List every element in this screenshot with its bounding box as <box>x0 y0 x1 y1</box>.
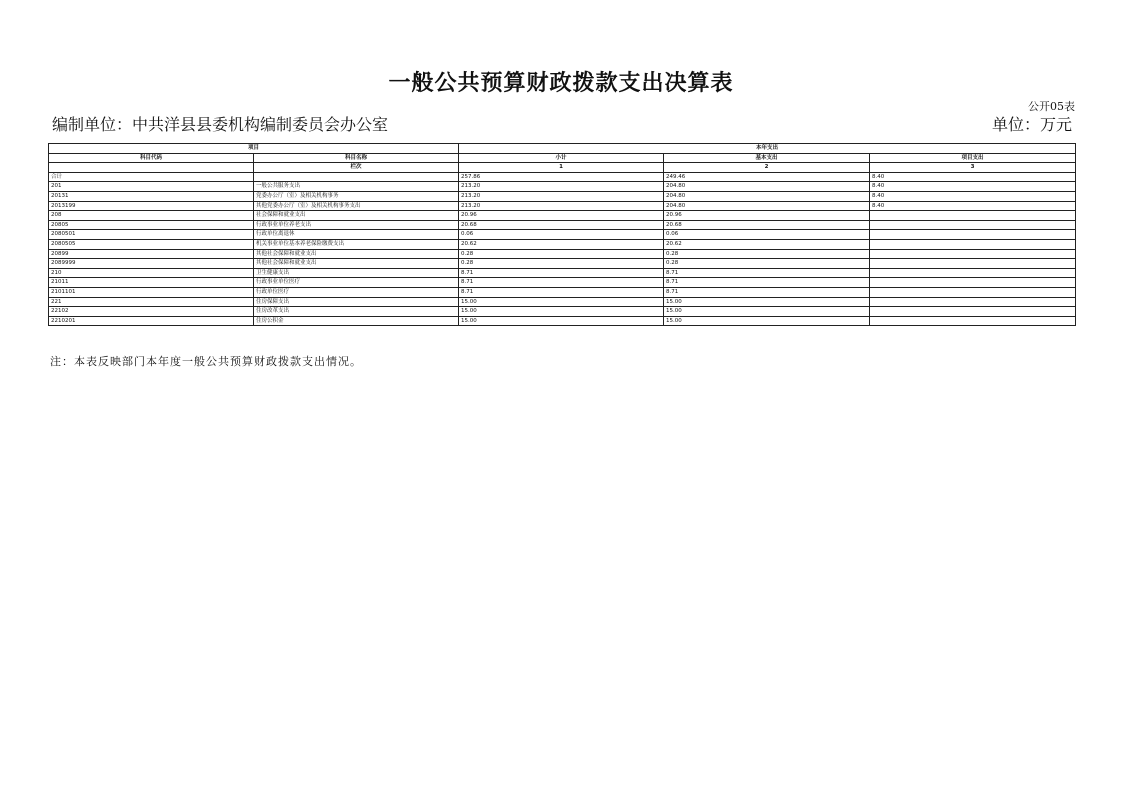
table-row <box>49 182 1076 192</box>
total-row <box>49 172 1076 182</box>
row-subject-name: 社会保障和就业支出 <box>254 211 459 221</box>
row-subject-code: 22102 <box>49 307 254 317</box>
row-project-expense <box>870 268 1076 278</box>
row-subtotal: 8.71 <box>459 287 664 297</box>
header-project-expense: 项目支出 <box>870 153 1076 163</box>
row-basic-expense: 0.28 <box>664 249 870 259</box>
table-row <box>49 316 1076 326</box>
header-subject-name: 科目名称 <box>254 153 459 163</box>
row-basic-expense: 20.96 <box>664 211 870 221</box>
currency-unit: 单位：万元 <box>991 115 1072 134</box>
header-column-1: 1 <box>459 163 664 173</box>
row-subject-code: 2101101 <box>49 287 254 297</box>
row-subtotal: 0.28 <box>459 249 664 259</box>
row-subject-code: 210 <box>49 268 254 278</box>
header-row-1 <box>49 144 1076 154</box>
row-subject-name: 其他党委办公厅（室）及相关机构事务支出 <box>254 201 459 211</box>
row-subject-code: 208 <box>49 211 254 221</box>
row-subject-code: 201 <box>49 182 254 192</box>
row-project-expense <box>870 211 1076 221</box>
row-basic-expense: 20.68 <box>664 220 870 230</box>
row-project-expense <box>870 230 1076 240</box>
expenditure-table <box>48 143 1076 326</box>
row-subject-name: 住房公积金 <box>254 316 459 326</box>
row-subtotal: 213.20 <box>459 191 664 201</box>
row-subject-name: 行政事业单位养老支出 <box>254 220 459 230</box>
table-row <box>49 287 1076 297</box>
header-basic-expense: 基本支出 <box>664 153 870 163</box>
row-basic-expense: 15.00 <box>664 307 870 317</box>
row-subject-name: 行政单位离退休 <box>254 230 459 240</box>
row-basic-expense: 204.80 <box>664 191 870 201</box>
header-current-year-expense: 本年支出 <box>459 144 1076 154</box>
row-subject-name: 住房保障支出 <box>254 297 459 307</box>
header-column-2: 2 <box>664 163 870 173</box>
row-subtotal: 213.20 <box>459 201 664 211</box>
header-row-3 <box>49 163 1076 173</box>
row-subject-name: 卫生健康支出 <box>254 268 459 278</box>
row-project-expense <box>870 220 1076 230</box>
header-column-label: 栏次 <box>254 163 459 173</box>
table-row <box>49 201 1076 211</box>
page-title: 一般公共预算财政拨款支出决算表 <box>388 70 734 96</box>
table-row <box>49 259 1076 269</box>
row-subtotal: 257.86 <box>459 172 664 182</box>
table-row <box>49 220 1076 230</box>
row-subject-name: 其他社会保障和就业支出 <box>254 249 459 259</box>
row-subject-name: 其他社会保障和就业支出 <box>254 259 459 269</box>
row-project-expense <box>870 278 1076 288</box>
row-project-expense: 8.40 <box>870 182 1076 192</box>
row-basic-expense: 20.62 <box>664 239 870 249</box>
row-basic-expense: 8.71 <box>664 268 870 278</box>
footnote: 注：本表反映部门本年度一般公共预算财政拨款支出情况。 <box>50 355 362 368</box>
table-row <box>49 211 1076 221</box>
row-subject-name: 机关事业单位基本养老保险缴费支出 <box>254 239 459 249</box>
row-subtotal: 8.71 <box>459 268 664 278</box>
header-empty-cell <box>49 163 254 173</box>
row-project-expense: 8.40 <box>870 191 1076 201</box>
table-row <box>49 230 1076 240</box>
row-subtotal: 15.00 <box>459 297 664 307</box>
row-subject-code: 20899 <box>49 249 254 259</box>
row-project-expense <box>870 316 1076 326</box>
row-project-expense <box>870 307 1076 317</box>
header-row-2 <box>49 153 1076 163</box>
row-subject-name: 行政事业单位医疗 <box>254 278 459 288</box>
row-subject-name: 一般公共服务支出 <box>254 182 459 192</box>
table-row <box>49 307 1076 317</box>
row-project-expense: 8.40 <box>870 172 1076 182</box>
table-row <box>49 278 1076 288</box>
row-project-expense <box>870 249 1076 259</box>
row-subject-code: 2210201 <box>49 316 254 326</box>
form-number: 公开05表 <box>1028 100 1075 113</box>
row-basic-expense: 15.00 <box>664 297 870 307</box>
table-row <box>49 249 1076 259</box>
row-subject-code: 20131 <box>49 191 254 201</box>
row-subtotal: 15.00 <box>459 307 664 317</box>
table-row <box>49 297 1076 307</box>
table-row <box>49 191 1076 201</box>
row-basic-expense: 249.46 <box>664 172 870 182</box>
row-basic-expense: 15.00 <box>664 316 870 326</box>
row-subject-name: 行政单位医疗 <box>254 287 459 297</box>
row-basic-expense: 8.71 <box>664 278 870 288</box>
row-project-expense: 8.40 <box>870 201 1076 211</box>
table-row <box>49 268 1076 278</box>
table-body <box>49 172 1076 326</box>
row-basic-expense: 0.28 <box>664 259 870 269</box>
header-subject-code: 科目代码 <box>49 153 254 163</box>
row-subject-code: 20805 <box>49 220 254 230</box>
row-subtotal: 0.06 <box>459 230 664 240</box>
row-subject-name: 住房改革支出 <box>254 307 459 317</box>
row-subtotal: 20.68 <box>459 220 664 230</box>
row-basic-expense: 0.06 <box>664 230 870 240</box>
row-subtotal: 213.20 <box>459 182 664 192</box>
row-subtotal: 0.28 <box>459 259 664 269</box>
row-project-expense <box>870 259 1076 269</box>
row-project-expense <box>870 297 1076 307</box>
row-subtotal: 20.96 <box>459 211 664 221</box>
row-subject-name: 党委办公厅（室）及相关机构事务 <box>254 191 459 201</box>
row-subject-code: 2013199 <box>49 201 254 211</box>
row-basic-expense: 8.71 <box>664 287 870 297</box>
row-subtotal: 15.00 <box>459 316 664 326</box>
row-subtotal: 8.71 <box>459 278 664 288</box>
table-row <box>49 239 1076 249</box>
row-subject-code: 合计 <box>49 172 254 182</box>
row-subject-code: 2080505 <box>49 239 254 249</box>
row-subject-code: 221 <box>49 297 254 307</box>
header-column-3: 3 <box>870 163 1076 173</box>
row-project-expense <box>870 287 1076 297</box>
header-project: 项目 <box>49 144 459 154</box>
row-subject-code: 21011 <box>49 278 254 288</box>
row-project-expense <box>870 239 1076 249</box>
row-basic-expense: 204.80 <box>664 201 870 211</box>
row-subject-name <box>254 172 459 182</box>
reporting-unit: 编制单位：中共洋县县委机构编制委员会办公室 <box>52 115 389 134</box>
row-basic-expense: 204.80 <box>664 182 870 192</box>
header-subtotal: 小计 <box>459 153 664 163</box>
row-subject-code: 2089999 <box>49 259 254 269</box>
row-subtotal: 20.62 <box>459 239 664 249</box>
row-subject-code: 2080501 <box>49 230 254 240</box>
